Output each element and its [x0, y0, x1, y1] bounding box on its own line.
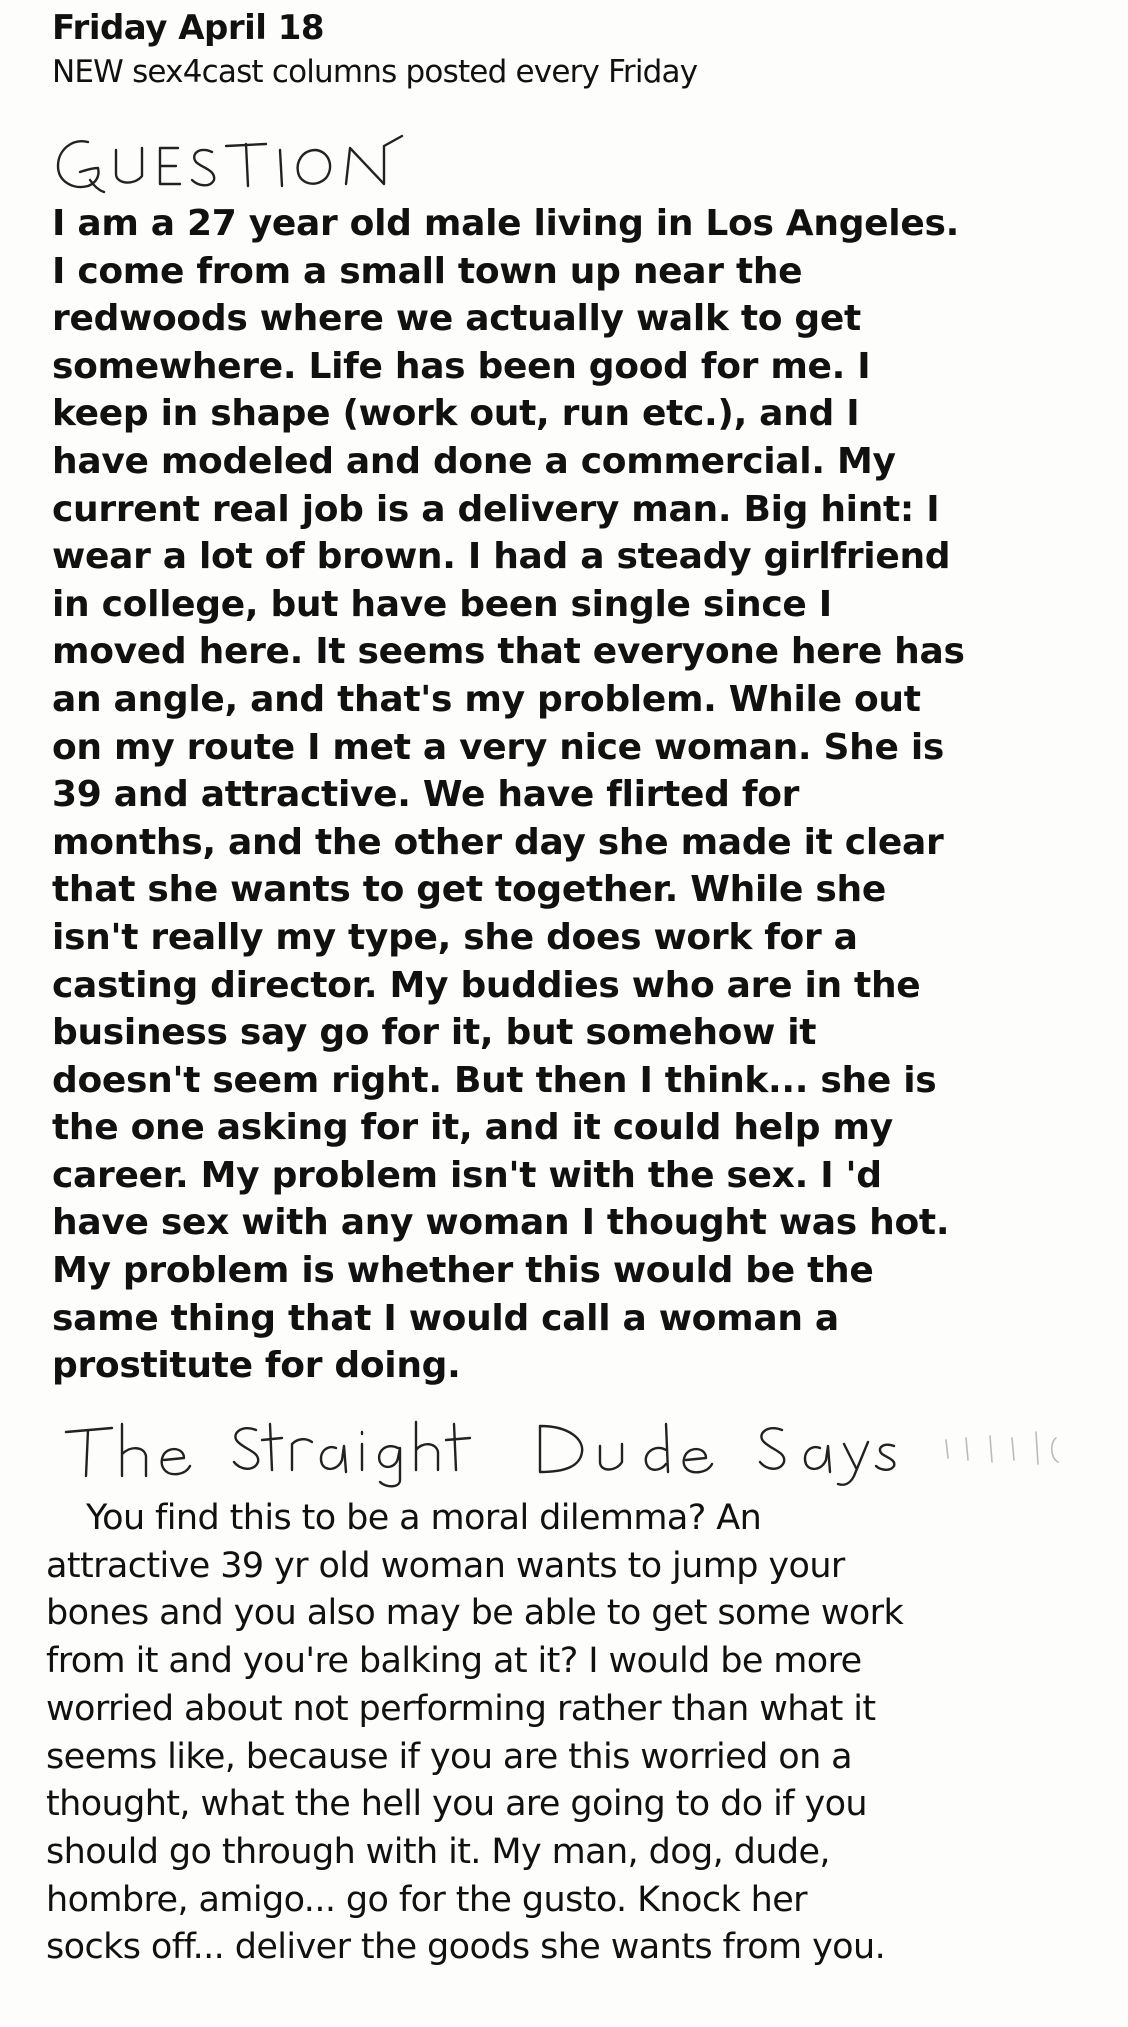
question-body [52, 200, 1112, 1390]
column-date: Friday April 18 [52, 8, 325, 48]
question-line: on my route I met a very nice woman. She is [52, 726, 945, 768]
question-line: wear a lot of brown. I had a steady girlfriend [52, 536, 951, 578]
question-line: have sex with any woman I thought was hot. [52, 1202, 950, 1244]
answer-line: socks off... deliver the goods she wants from you. [46, 1927, 886, 1968]
question-line: that she wants to get together. While she [52, 869, 886, 911]
question-line: My problem is whether this would be the [52, 1250, 874, 1292]
question-line: I am a 27 year old male living in Los Angeles. [52, 203, 959, 244]
question-line: isn't really my type, she does work for a [52, 916, 858, 958]
question-line: current real job is a delivery man. Big hint: I [52, 488, 940, 530]
question-line: I come from a small town up near the [52, 250, 803, 292]
question-line: redwoods where we actually walk to get [52, 298, 861, 340]
handwritten-question-heading [50, 128, 410, 198]
question-line: business say go for it, but somehow it [52, 1012, 817, 1054]
answer-line: from it and you're balking at it? I would be more [46, 1641, 862, 1682]
question-line: months, and the other day she made it clear [52, 821, 944, 863]
question-line: doesn't seem right. But then I think... she is [52, 1059, 937, 1101]
question-line: have modeled and done a commercial. My [52, 440, 896, 482]
question-line: somewhere. Life has been good for me. I [52, 345, 871, 387]
question-line: 39 and attractive. We have flirted for [52, 774, 800, 816]
question-line: same thing that I would call a woman a [52, 1297, 839, 1339]
answer-line: attractive 39 yr old woman wants to jump your [46, 1545, 845, 1586]
question-line: moved here. It seems that everyone here has [52, 631, 965, 673]
answer-line: should go through with it. My man, dog, dude, [46, 1831, 830, 1872]
question-line: the one asking for it, and it could help my [52, 1107, 893, 1149]
answer-line: hombre, amigo... go for the gusto. Knock her [46, 1879, 807, 1920]
question-line: keep in shape (work out, run etc.), and I [52, 393, 860, 435]
question-line: in college, but have been single since I [52, 583, 832, 625]
question-line: prostitute for doing. [52, 1345, 461, 1387]
question-line: an angle, and that's my problem. While out [52, 678, 921, 720]
answer-body [46, 1495, 1106, 1972]
answer-line: You find this to be a moral dilemma? An [86, 1498, 762, 1538]
answer-line: worried about not performing rather than what it [46, 1688, 876, 1729]
handwritten-answer-heading [60, 1410, 1080, 1490]
question-line: casting director. My buddies who are in the [52, 964, 921, 1006]
answer-line: seems like, because if you are this worried on a [46, 1736, 853, 1777]
column-subtitle: NEW sex4cast columns posted every Friday [52, 54, 698, 90]
question-line: career. My problem isn't with the sex. I 'd [52, 1154, 882, 1196]
answer-line: bones and you also may be able to get some work [46, 1593, 904, 1634]
answer-line: thought, what the hell you are going to do if you [46, 1784, 867, 1825]
